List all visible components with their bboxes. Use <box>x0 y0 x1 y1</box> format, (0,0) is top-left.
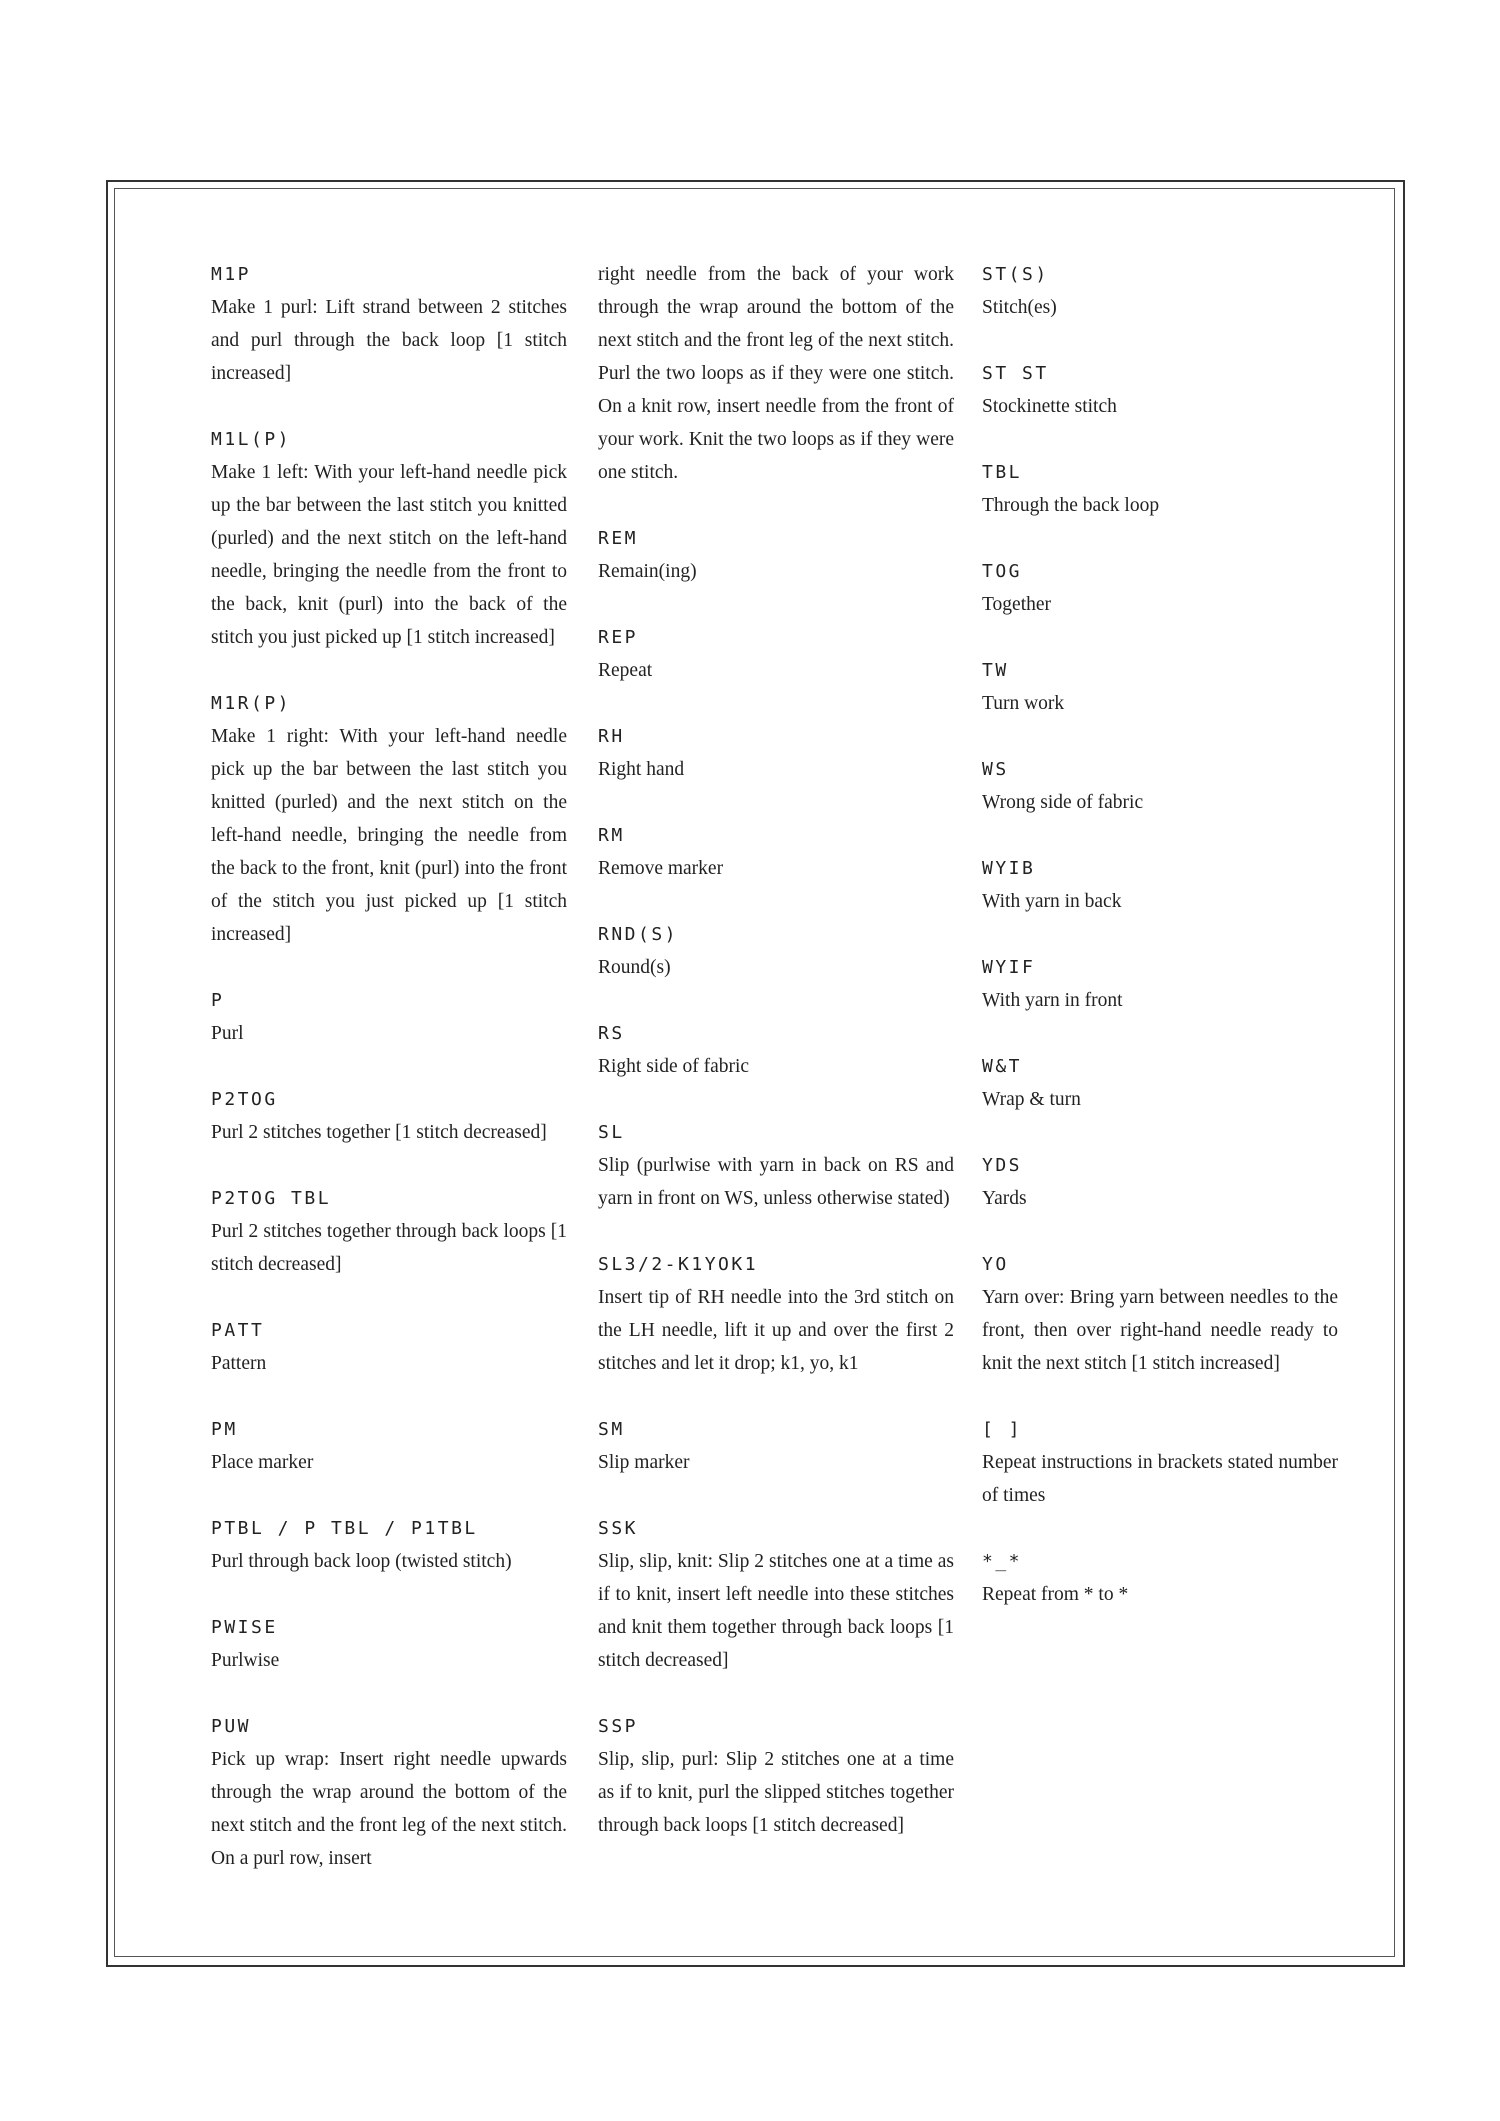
abbreviation-definition: Purl <box>211 1023 244 1044</box>
abbreviation-term: TOG <box>982 561 1023 582</box>
glossary-entry <box>982 1149 1338 1215</box>
abbreviation-term: WYIF <box>982 957 1036 978</box>
glossary-entry <box>982 456 1338 522</box>
abbreviation-term: REP <box>598 627 639 648</box>
abbreviation-definition: Repeat instructions in brackets stated number of times <box>982 1452 1338 1506</box>
abbreviation-definition: Turn work <box>982 693 1065 714</box>
abbreviation-definition: Slip, slip, purl: Slip 2 stitches one at a time as if to knit, purl the slipped stitches together through back loops [1 stitch decreased] <box>598 1749 954 1836</box>
glossary-entry <box>211 1710 567 1875</box>
glossary-entry <box>598 1248 954 1380</box>
glossary-column-3 <box>982 258 1338 1644</box>
abbreviation-term: ST(S) <box>982 264 1049 285</box>
abbreviation-definition: Wrap & turn <box>982 1089 1081 1110</box>
glossary-entry <box>598 1017 954 1083</box>
abbreviation-term: P2TOG TBL <box>211 1188 332 1209</box>
abbreviation-definition: Stitch(es) <box>982 297 1057 318</box>
abbreviation-definition: Yarn over: Bring yarn between needles to the front, then over right-hand needle ready to knit the next stitch [1 stitch increased] <box>982 1287 1338 1374</box>
abbreviation-definition: Purl 2 stitches together [1 stitch decreased] <box>211 1122 547 1143</box>
glossary-column-1 <box>211 258 567 1908</box>
glossary-entry <box>598 1413 954 1479</box>
abbreviation-definition: Stockinette stitch <box>982 396 1117 417</box>
abbreviation-term: WS <box>982 759 1009 780</box>
abbreviation-definition: Right side of fabric <box>598 1056 750 1077</box>
abbreviation-definition: Repeat <box>598 660 653 681</box>
abbreviation-definition: Purlwise <box>211 1650 280 1671</box>
abbreviation-definition: Place marker <box>211 1452 314 1473</box>
glossary-entry <box>598 1710 954 1842</box>
glossary-entry <box>211 1182 567 1281</box>
abbreviation-term: SL <box>598 1122 625 1143</box>
glossary-column-2 <box>598 258 954 1875</box>
abbreviation-definition: Yards <box>982 1188 1027 1209</box>
glossary-entry <box>598 918 954 984</box>
glossary-entry <box>211 1611 567 1677</box>
glossary-entry <box>211 1413 567 1479</box>
abbreviation-term: P <box>211 990 225 1011</box>
glossary-entry <box>211 258 567 390</box>
glossary-entry <box>598 1116 954 1215</box>
abbreviation-definition: Pick up wrap: Insert right needle upwards through the wrap around the bottom of the next stitch and the front leg of the next stitch. On a purl row, insert <box>211 1749 567 1869</box>
abbreviation-term: PWISE <box>211 1617 278 1638</box>
abbreviation-term: M1P <box>211 264 252 285</box>
glossary-entry <box>982 555 1338 621</box>
abbreviation-term: P2TOG <box>211 1089 278 1110</box>
abbreviation-term: WYIB <box>982 858 1036 879</box>
glossary-entry <box>982 654 1338 720</box>
abbreviation-definition: Insert tip of RH needle into the 3rd stitch on the LH needle, lift it up and over the first 2 stitches and let it drop; k1, yo, k1 <box>598 1287 954 1374</box>
abbreviation-term: *_* <box>982 1551 1023 1572</box>
abbreviation-definition: Slip marker <box>598 1452 690 1473</box>
abbreviation-definition: Together <box>982 594 1052 615</box>
abbreviation-definition: Purl through back loop (twisted stitch) <box>211 1551 512 1572</box>
abbreviation-term: RM <box>598 825 625 846</box>
abbreviation-term: TW <box>982 660 1009 681</box>
abbreviation-term: ST ST <box>982 363 1049 384</box>
abbreviation-definition: Wrong side of fabric <box>982 792 1144 813</box>
glossary-entry <box>982 1413 1338 1512</box>
abbreviation-definition: Round(s) <box>598 957 671 978</box>
glossary-entry <box>982 1050 1338 1116</box>
abbreviation-definition: Repeat from * to * <box>982 1584 1129 1605</box>
glossary-entry <box>982 753 1338 819</box>
glossary-entry <box>211 984 567 1050</box>
abbreviation-term: PUW <box>211 1716 252 1737</box>
continued-definition: right needle from the back of your work through the wrap around the bottom of the next stitch and the front leg of the next stitch. Purl the two loops as if they were one stitch. On a knit row, insert needle from the front of your work. Knit the two loops as if they were one stitch. <box>598 264 954 483</box>
abbreviation-term: PATT <box>211 1320 265 1341</box>
abbreviation-definition: Remove marker <box>598 858 724 879</box>
abbreviation-term: [ ] <box>982 1419 1023 1440</box>
abbreviation-definition: With yarn in back <box>982 891 1122 912</box>
abbreviation-term: SSP <box>598 1716 639 1737</box>
glossary-entry <box>211 687 567 951</box>
abbreviation-definition: Slip, slip, knit: Slip 2 stitches one at a time as if to knit, insert left needle into these stitches and knit them together through back loops [1 stitch decreased] <box>598 1551 954 1671</box>
glossary-entry <box>211 1083 567 1149</box>
glossary-entry <box>211 423 567 654</box>
abbreviation-definition: Through the back loop <box>982 495 1160 516</box>
abbreviation-term: RH <box>598 726 625 747</box>
glossary-entry <box>982 357 1338 423</box>
glossary-entry <box>211 1512 567 1578</box>
abbreviation-term: M1R(P) <box>211 693 292 714</box>
abbreviation-definition: Make 1 purl: Lift strand between 2 stitches and purl through the back loop [1 stitch increased] <box>211 297 567 384</box>
abbreviation-definition: Slip (purlwise with yarn in back on RS and yarn in front on WS, unless otherwise stated) <box>598 1155 954 1209</box>
glossary-entry <box>982 852 1338 918</box>
abbreviation-term: SSK <box>598 1518 639 1539</box>
abbreviation-term: RS <box>598 1023 625 1044</box>
abbreviation-term: YDS <box>982 1155 1023 1176</box>
glossary-entry <box>982 1248 1338 1380</box>
glossary-entry <box>598 720 954 786</box>
glossary-entry <box>598 621 954 687</box>
abbreviation-term: M1L(P) <box>211 429 292 450</box>
abbreviation-definition: Purl 2 stitches together through back loops [1 stitch decreased] <box>211 1221 567 1275</box>
glossary-entry <box>982 1545 1338 1611</box>
abbreviation-definition: Make 1 left: With your left-hand needle pick up the bar between the last stitch you knitted (purled) and the next stitch on the left-hand needle, bringing the needle from the front to the back, knit (purl) into the back of the stitch you just picked up [1 stitch increased] <box>211 462 567 648</box>
glossary-entry <box>598 522 954 588</box>
abbreviation-definition: Pattern <box>211 1353 267 1374</box>
abbreviation-term: RND(S) <box>598 924 679 945</box>
glossary-entry <box>982 951 1338 1017</box>
glossary-entry <box>982 258 1338 324</box>
abbreviation-definition: Make 1 right: With your left-hand needle pick up the bar between the last stitch you knitted (purled) and the next stitch on the left-hand needle, bringing the needle from the back to the front, knit (purl) into the front of the stitch you just picked up [1 stitch increased] <box>211 726 567 945</box>
abbreviation-term: W&T <box>982 1056 1023 1077</box>
abbreviation-definition: Remain(ing) <box>598 561 697 582</box>
glossary-entry <box>211 1314 567 1380</box>
abbreviation-term: PM <box>211 1419 238 1440</box>
abbreviation-term: SL3/2-K1YOK1 <box>598 1254 759 1275</box>
abbreviation-term: YO <box>982 1254 1009 1275</box>
glossary-entry <box>598 819 954 885</box>
abbreviation-definition: With yarn in front <box>982 990 1123 1011</box>
glossary-entry <box>598 1512 954 1677</box>
abbreviation-term: REM <box>598 528 639 549</box>
abbreviation-term: PTBL / P TBL / P1TBL <box>211 1518 478 1539</box>
abbreviation-definition: Right hand <box>598 759 685 780</box>
abbreviation-term: SM <box>598 1419 625 1440</box>
abbreviation-term: TBL <box>982 462 1023 483</box>
